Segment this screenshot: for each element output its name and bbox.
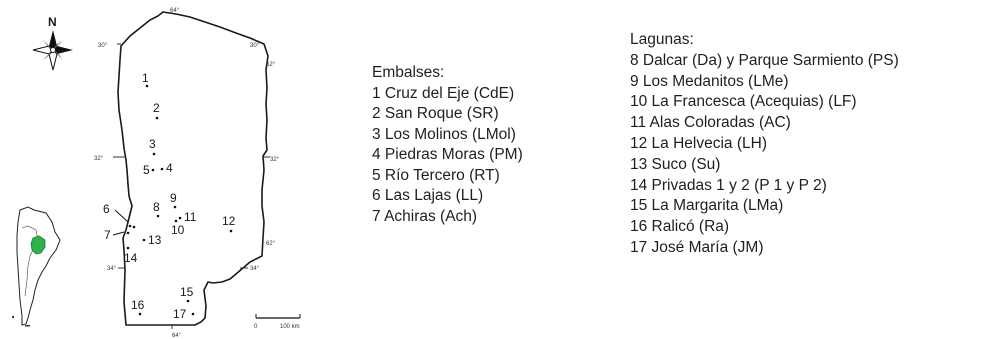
site-label-17: 17 bbox=[173, 307, 187, 321]
site-point-8 bbox=[157, 215, 160, 218]
scale-bar bbox=[254, 314, 300, 330]
site-label-16: 16 bbox=[131, 298, 145, 312]
lagunas-legend bbox=[630, 30, 899, 259]
legend-item: 4 Piedras Moras (PM) bbox=[372, 146, 523, 163]
site-point-16 bbox=[139, 313, 142, 316]
lagunas-title: Lagunas: bbox=[630, 31, 694, 48]
site-point-1 bbox=[146, 85, 149, 88]
inset-continent-outline bbox=[17, 207, 60, 325]
legend-item: 14 Privadas 1 y 2 (P 1 y P 2) bbox=[630, 176, 827, 194]
longitude-tick-top: 64° bbox=[170, 8, 180, 14]
side-tick-lower: 62° bbox=[266, 241, 276, 247]
site-label-2: 2 bbox=[153, 101, 160, 115]
site-label-6: 6 bbox=[103, 202, 110, 216]
legend-item: 1 Cruz del Eje (CdE) bbox=[372, 84, 515, 102]
inset-province-highlight bbox=[31, 236, 45, 254]
legend-item: 8 Dalcar (Da) y Parque Sarmiento (PS) bbox=[630, 51, 899, 69]
province-outline bbox=[118, 12, 268, 325]
legend-item: 6 Las Lajas (LL) bbox=[372, 187, 484, 204]
site-point-15 bbox=[187, 300, 190, 303]
longitude-tick-bottom: 64° bbox=[172, 333, 182, 339]
site-label-3: 3 bbox=[149, 137, 156, 151]
site-label-13: 13 bbox=[148, 233, 162, 247]
legend-item: 7 Achiras (Ach) bbox=[372, 207, 478, 225]
site-label-12: 12 bbox=[222, 214, 236, 228]
site-label-14: 14 bbox=[124, 251, 138, 265]
site-label-9: 9 bbox=[170, 191, 177, 205]
legend-item: 17 José María (JM) bbox=[630, 238, 764, 256]
legend-item: 3 Los Molinos (LMol) bbox=[372, 125, 516, 143]
legend-item: 11 Alas Coloradas (AC) bbox=[630, 114, 791, 132]
site-point-4 bbox=[161, 168, 164, 171]
latitude-tick-30-right: 30° bbox=[250, 43, 260, 49]
north-label: N bbox=[48, 15, 57, 29]
site-point-6 bbox=[129, 225, 132, 228]
site-label-1: 1 bbox=[142, 71, 149, 85]
site-label-15: 15 bbox=[180, 285, 194, 299]
latitude-tick-34-right: 34° bbox=[250, 266, 260, 272]
legend-item: 16 Ralicó (Ra) bbox=[630, 218, 730, 236]
compass-rose-icon bbox=[33, 15, 73, 70]
site-point-11 bbox=[179, 217, 182, 220]
legend-item: 10 La Francesca (Acequias) (LF) bbox=[630, 93, 857, 111]
latitude-tick-32-right: 32° bbox=[270, 157, 280, 163]
inset-locator-map bbox=[12, 207, 60, 327]
site-point-17 bbox=[192, 313, 195, 316]
site-point-13 bbox=[143, 239, 146, 242]
scale-label-end: 100 km bbox=[280, 324, 300, 330]
site-label-8: 8 bbox=[153, 200, 160, 214]
site-point-9 bbox=[174, 206, 177, 209]
site-markers bbox=[103, 71, 236, 321]
legend-item: 12 La Helvecia (LH) bbox=[630, 134, 767, 152]
site-label-7: 7 bbox=[104, 228, 111, 242]
site-point-12 bbox=[230, 230, 233, 233]
site-point-3 bbox=[153, 153, 156, 156]
legend-item: 5 Río Tercero (RT) bbox=[372, 166, 500, 184]
legend-item: 13 Suco (Su) bbox=[630, 155, 721, 173]
province-map bbox=[0, 0, 360, 339]
latitude-tick-30-left: 30° bbox=[98, 43, 108, 49]
side-tick-upper: 62° bbox=[266, 62, 276, 68]
site-label-4: 4 bbox=[166, 161, 173, 175]
legend-item: 15 La Margarita (LMa) bbox=[630, 197, 784, 215]
site-label-5: 5 bbox=[143, 163, 150, 177]
embalses-title: Embalses: bbox=[372, 64, 445, 81]
site-point-14 bbox=[127, 247, 130, 250]
legend-item: 9 Los Medanitos (LMe) bbox=[630, 72, 789, 90]
site-point-10 bbox=[175, 220, 178, 223]
scale-label-start: 0 bbox=[254, 324, 258, 330]
latitude-tick-34-left: 34° bbox=[107, 266, 117, 272]
site-point-2 bbox=[156, 117, 159, 120]
site-label-11: 11 bbox=[184, 210, 197, 224]
embalses-legend bbox=[372, 63, 523, 227]
site-point-7 bbox=[127, 232, 130, 235]
site-label-10: 10 bbox=[171, 223, 185, 237]
legend-item: 2 San Roque (SR) bbox=[372, 105, 499, 122]
site-point-5 bbox=[152, 169, 155, 172]
latitude-tick-32-left: 32° bbox=[94, 156, 104, 162]
